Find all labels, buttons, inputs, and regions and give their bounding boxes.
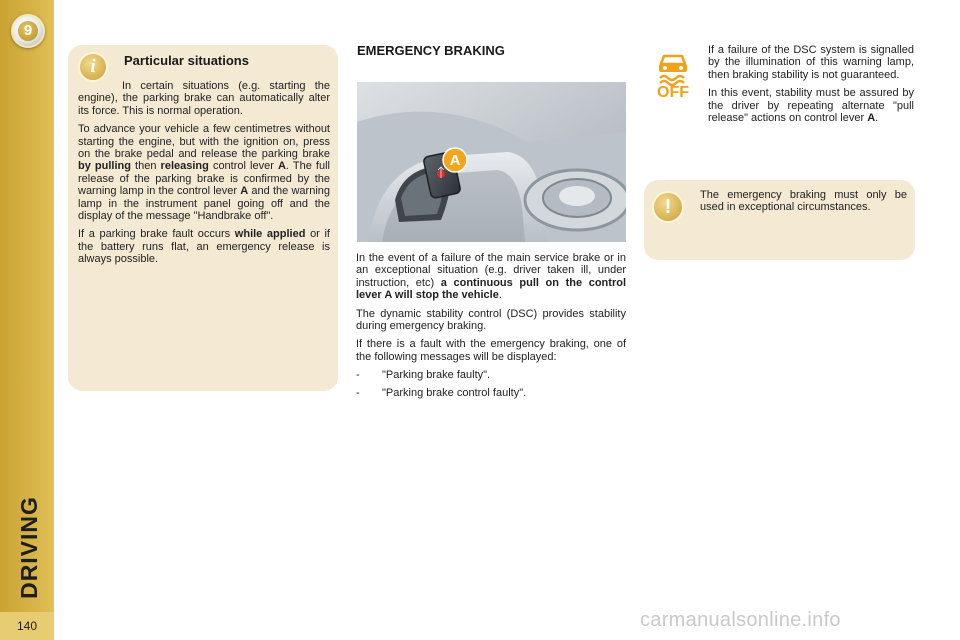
text-run: . The full release of the parking brake is confirmed by the warning lamp in the control lever	[78, 160, 330, 198]
paragraph	[708, 44, 914, 81]
info-box-text	[78, 80, 330, 272]
text-run: If there is a fault with the emergency braking, one of the following messages will be displayed:	[356, 338, 626, 363]
lever-a-label: A	[449, 152, 461, 169]
watermark: carmanualsonline.info	[640, 609, 841, 631]
paragraph	[356, 308, 626, 333]
page-number-tab	[0, 612, 54, 640]
paragraph	[78, 123, 330, 222]
chapter-badge	[11, 14, 45, 48]
bold-text: a continuous pull on the control lever A will stop the vehicle	[356, 276, 627, 302]
text-run: .	[498, 289, 502, 302]
text-run: In the event of a failure of the main service brake or in an exceptional situation (e.g. driver taken ill, under instruction, etc)	[356, 252, 626, 289]
page-number: 140	[16, 619, 38, 633]
text-run: or if the battery runs flat, an emergency release is always possible.	[78, 228, 330, 266]
list-marker: -	[356, 369, 360, 382]
list-item	[356, 387, 626, 399]
bold-text: by pulling	[78, 160, 131, 173]
bold-text: A	[240, 185, 249, 198]
chapter-number: 9	[18, 21, 38, 41]
text-run: To advance your vehicle a few centimetres without starting the engine, but with the ignition on, press on the brake pedal and release the parking brake	[78, 123, 330, 161]
bold-text: while applied	[234, 228, 306, 241]
chapter-title-vertical	[2, 495, 56, 599]
parking-brake-control-lever-photo	[357, 82, 626, 242]
text-run: In certain situations (e.g. starting the engine), the parking brake can automatically alter its force. This is normal operation.	[78, 80, 330, 117]
text-run: control lever	[208, 160, 278, 173]
text-run: If a failure of the DSC system is signalled by the illumination of this warning lamp, then braking stability is not guaranteed.	[708, 44, 914, 81]
dsc-failure-text	[646, 44, 914, 130]
text-run: .	[875, 112, 879, 125]
text-run: If a parking brake fault occurs	[78, 228, 235, 241]
bold-text: A	[277, 160, 286, 173]
chapter-title: DRIVING	[15, 495, 42, 599]
warning-text: The emergency braking must only be used in exceptional circumstances.	[700, 189, 907, 214]
fault-message-list	[356, 369, 626, 399]
emergency-braking-text	[356, 252, 626, 404]
text-run: In this event, stability must be assured by the driver by repeating alternate "pull release" actions on control lever	[708, 87, 914, 125]
paragraph	[356, 252, 626, 302]
paragraph	[356, 338, 626, 363]
list-item	[356, 369, 626, 381]
bold-text: A	[867, 112, 876, 125]
paragraph	[708, 87, 914, 124]
text-run: and the warning lamp in the instrument panel going off and the display of the message "Handbrake off".	[78, 185, 330, 223]
bold-text: releasing	[160, 160, 209, 173]
text-run: The dynamic stability control (DSC) provides stability during emergency braking.	[356, 307, 626, 333]
fault-message: "Parking brake faulty".	[382, 369, 491, 382]
paragraph	[78, 80, 330, 117]
info-icon: i	[78, 52, 108, 82]
paragraph	[78, 228, 330, 265]
emergency-braking-heading: EMERGENCY BRAKING	[357, 43, 505, 58]
warning-icon: !	[652, 191, 684, 223]
info-box-title: Particular situations	[124, 53, 249, 68]
text-run: then	[130, 160, 161, 173]
dsc-off-label: OFF	[657, 84, 689, 101]
fault-message: "Parking brake control faulty".	[382, 386, 527, 399]
list-marker: -	[356, 386, 360, 399]
